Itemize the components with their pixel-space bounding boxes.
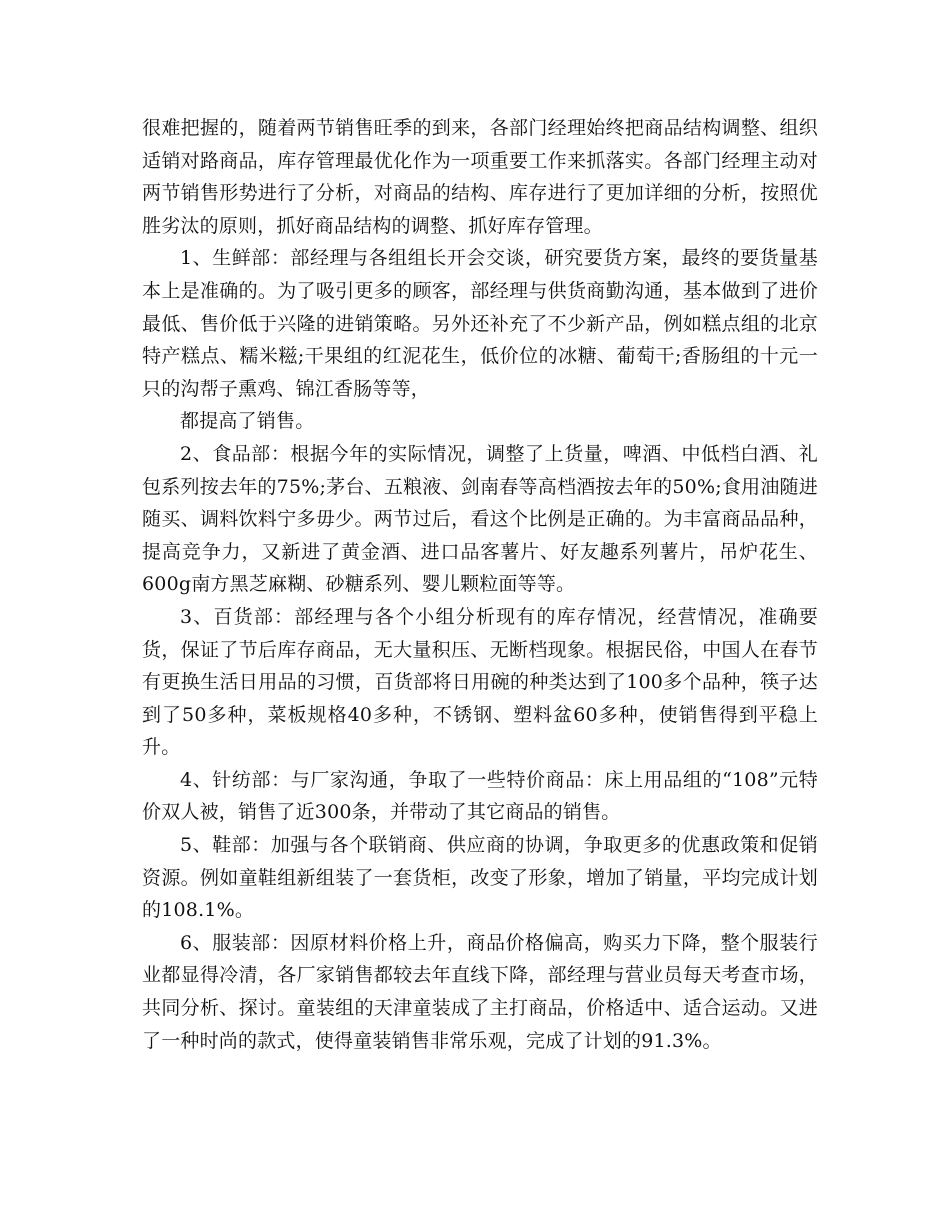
document-body (142, 112, 818, 1057)
paragraph-apparel: 6、服装部：因原材料价格上升，商品价格偏高，购买力下降，整个服装行业都显得冷清，各厂家销售都较去年直线下降，部经理与营业员每天考查市场，共同分析、探讨。童装组的天津童装成了主打商品，价格适中、适合运动。又进了一种时尚的款式，使得童装销售非常乐观，完成了计划的91.3%。 (142, 931, 818, 1052)
paragraph-shoes: 5、鞋部：加强与各个联销商、供应商的协调，争取更多的优惠政策和促销资源。例如童鞋组新组装了一套货柜，改变了形象，增加了销量，平均完成计划的108.1%。 (142, 834, 818, 922)
paragraph-intro: 很难把握的，随着两节销售旺季的到来，各部门经理始终把商品结构调整、组织适销对路商品，库存管理最优化作为一项重要工作来抓落实。各部门经理主动对两节销售形势进行了分析，对商品的结构、库存进行了更加详细的分析，按照优胜劣汰的原则，抓好商品结构的调整、抓好库存管理。 (142, 117, 818, 237)
paragraph-general-merchandise: 3、百货部：部经理与各个小组分析现有的库存情况，经营情况，准确要货，保证了节后库存商品，无大量积压、无断档现象。根据民俗，中国人在春节有更换生活日用品的习惯，百货部将日用碗的种类达到了100多个品种，筷子达到了50多种，菜板规格40多种，不锈钢、塑料盆60多种，使销售得到平稳上升。 (142, 605, 818, 759)
paragraph-fresh-food-result: 都提高了销售。 (180, 410, 315, 433)
paragraph-textiles: 4、针纺部：与厂家沟通，争取了一些特价商品：床上用品组的“108”元特价双人被，销售了近300条，并带动了其它商品的销售。 (142, 768, 818, 824)
paragraph-fresh-food: 1、生鲜部：部经理与各组组长开会交谈，研究要货方案，最终的要货量基本上是准确的。为了吸引更多的顾客，部经理与供货商勤沟通，基本做到了进价最低、售价低于兴隆的进销策略。另外还补充了不少新产品，例如糕点组的北京特产糕点、糯米糍;干果组的红泥花生，低价位的冰糖、葡萄干;香肠组的十元一只的沟帮子熏鸡、锦江香肠等等， (142, 247, 818, 400)
paragraph-food: 2、食品部：根据今年的实际情况，调整了上货量，啤酒、中低档白酒、礼包系列按去年的75%;茅台、五粮液、剑南春等高档酒按去年的50%;食用油随进随买、调料饮料宁多毋少。两节过后，看这个比例是正确的。为丰富商品品种，提高竞争力，又新进了黄金酒、进口品客薯片、好友趣系列薯片，吊炉花生、600g南方黑芝麻糊、砂糖系列、婴儿颗粒面等等。 (142, 442, 818, 596)
